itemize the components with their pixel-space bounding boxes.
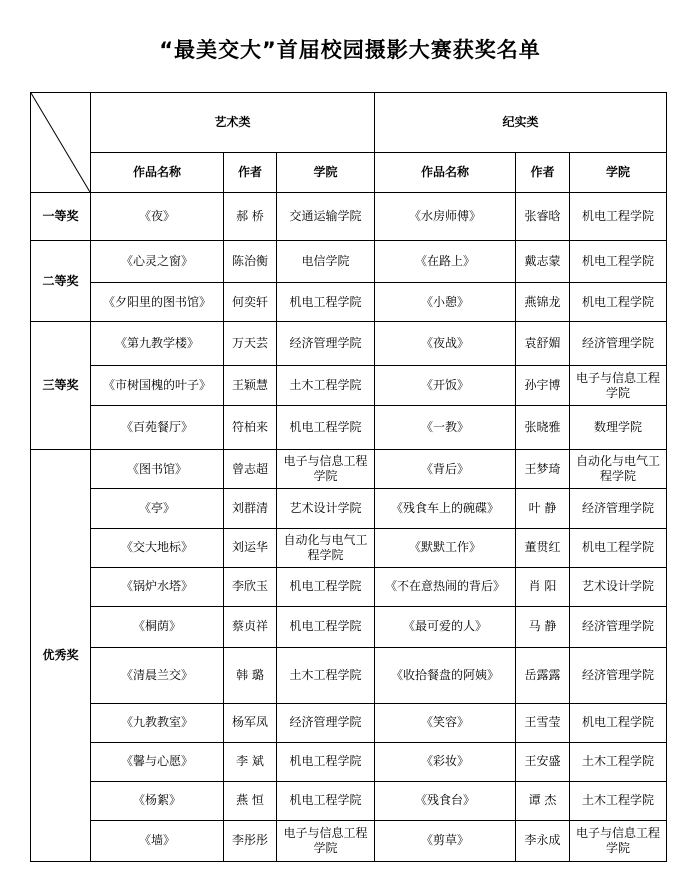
art-college: 经济管理学院 <box>277 703 375 742</box>
doc-college: 机电工程学院 <box>570 193 667 241</box>
doc-college: 土木工程学院 <box>570 781 667 820</box>
doc-work: 《笑容》 <box>375 703 516 742</box>
art-author: 李 斌 <box>224 742 277 781</box>
table-row <box>31 193 667 241</box>
doc-author-header: 作者 <box>516 153 570 193</box>
art-author: 刘运华 <box>224 528 277 567</box>
art-author: 陈治衡 <box>224 241 277 283</box>
doc-college: 经济管理学院 <box>570 322 667 366</box>
art-college-header: 学院 <box>277 153 375 193</box>
page-title: “最美交大”首届校园摄影大赛获奖名单 <box>159 38 541 62</box>
art-work: 《百苑餐厅》 <box>91 406 224 450</box>
doc-college: 经济管理学院 <box>570 489 667 528</box>
doc-work: 《默默工作》 <box>375 528 516 567</box>
doc-work: 《开饭》 <box>375 366 516 406</box>
award-table <box>30 92 667 862</box>
art-college: 土木工程学院 <box>277 647 375 703</box>
doc-author: 叶 静 <box>516 489 570 528</box>
doc-author: 袁舒媚 <box>516 322 570 366</box>
table-row <box>31 366 667 406</box>
table-row <box>31 528 667 567</box>
doc-author: 王安盛 <box>516 742 570 781</box>
art-author: 杨军凤 <box>224 703 277 742</box>
doc-work: 《小憩》 <box>375 283 516 322</box>
art-work: 《第九教学楼》 <box>91 322 224 366</box>
art-work: 《图书馆》 <box>91 450 224 489</box>
table-row <box>31 406 667 450</box>
table-row <box>31 489 667 528</box>
art-author: 李欣玉 <box>224 567 277 606</box>
diagonal-line-icon <box>31 93 90 192</box>
doc-author: 谭 杰 <box>516 781 570 820</box>
art-work: 《心灵之窗》 <box>91 241 224 283</box>
art-college: 经济管理学院 <box>277 322 375 366</box>
category-documentary: 纪实类 <box>375 93 667 153</box>
doc-college: 土木工程学院 <box>570 742 667 781</box>
doc-author: 岳露露 <box>516 647 570 703</box>
art-work-header: 作品名称 <box>91 153 224 193</box>
art-college: 自动化与电气工程学院 <box>277 528 375 567</box>
art-college: 机电工程学院 <box>277 606 375 647</box>
doc-author: 李永成 <box>516 820 570 861</box>
art-work: 《亭》 <box>91 489 224 528</box>
art-work: 《馨与心愿》 <box>91 742 224 781</box>
doc-work-header: 作品名称 <box>375 153 516 193</box>
category-art: 艺术类 <box>91 93 375 153</box>
doc-work: 《彩妆》 <box>375 742 516 781</box>
doc-work: 《水房师傅》 <box>375 193 516 241</box>
doc-work: 《不在意热闹的背后》 <box>375 567 516 606</box>
art-author: 符柏来 <box>224 406 277 450</box>
doc-work: 《收拾餐盘的阿姨》 <box>375 647 516 703</box>
art-author: 郝 桥 <box>224 193 277 241</box>
diagonal-corner-cell <box>31 93 91 193</box>
doc-work: 《背后》 <box>375 450 516 489</box>
art-author: 万天芸 <box>224 322 277 366</box>
art-college: 交通运输学院 <box>277 193 375 241</box>
art-college: 机电工程学院 <box>277 406 375 450</box>
doc-college-header: 学院 <box>570 153 667 193</box>
table-row <box>31 647 667 703</box>
table-row <box>31 742 667 781</box>
art-college: 电信学院 <box>277 241 375 283</box>
doc-college: 机电工程学院 <box>570 528 667 567</box>
doc-work: 《最可爱的人》 <box>375 606 516 647</box>
art-work: 《墙》 <box>91 820 224 861</box>
doc-college: 机电工程学院 <box>570 241 667 283</box>
level-first: 一等奖 <box>31 193 91 241</box>
doc-author: 肖 阳 <box>516 567 570 606</box>
doc-author: 董贯红 <box>516 528 570 567</box>
art-college: 机电工程学院 <box>277 742 375 781</box>
doc-college: 电子与信息工程学院 <box>570 366 667 406</box>
art-work: 《夜》 <box>91 193 224 241</box>
art-college: 机电工程学院 <box>277 283 375 322</box>
doc-author: 戴志蒙 <box>516 241 570 283</box>
doc-college: 机电工程学院 <box>570 283 667 322</box>
doc-author: 张晓雅 <box>516 406 570 450</box>
art-author: 蔡贞祥 <box>224 606 277 647</box>
art-college: 土木工程学院 <box>277 366 375 406</box>
doc-work: 《一教》 <box>375 406 516 450</box>
doc-author: 张睿晗 <box>516 193 570 241</box>
level-second: 二等奖 <box>31 241 91 322</box>
doc-work: 《在路上》 <box>375 241 516 283</box>
table-row <box>31 703 667 742</box>
table-row <box>31 567 667 606</box>
art-work: 《锅炉水塔》 <box>91 567 224 606</box>
art-work: 《交大地标》 <box>91 528 224 567</box>
level-third: 三等奖 <box>31 322 91 450</box>
table-row <box>31 283 667 322</box>
art-author-header: 作者 <box>224 153 277 193</box>
doc-work: 《剪草》 <box>375 820 516 861</box>
doc-college: 数理学院 <box>570 406 667 450</box>
doc-author: 燕锦龙 <box>516 283 570 322</box>
column-header-row <box>31 153 667 193</box>
doc-author: 王梦琦 <box>516 450 570 489</box>
level-excellent: 优秀奖 <box>31 450 91 862</box>
doc-college: 自动化与电气工程学院 <box>570 450 667 489</box>
art-author: 燕 恒 <box>224 781 277 820</box>
art-college: 机电工程学院 <box>277 781 375 820</box>
art-author: 王颖慧 <box>224 366 277 406</box>
doc-college: 经济管理学院 <box>570 647 667 703</box>
doc-work: 《残食车上的碗碟》 <box>375 489 516 528</box>
doc-college: 机电工程学院 <box>570 703 667 742</box>
art-college: 机电工程学院 <box>277 567 375 606</box>
art-work: 《桐荫》 <box>91 606 224 647</box>
doc-work: 《残食台》 <box>375 781 516 820</box>
table-row <box>31 450 667 489</box>
table-row <box>31 606 667 647</box>
art-author: 曾志超 <box>224 450 277 489</box>
doc-college: 经济管理学院 <box>570 606 667 647</box>
art-work: 《清晨兰交》 <box>91 647 224 703</box>
art-work: 《夕阳里的图书馆》 <box>91 283 224 322</box>
doc-college: 电子与信息工程学院 <box>570 820 667 861</box>
table-row <box>31 781 667 820</box>
doc-college: 艺术设计学院 <box>570 567 667 606</box>
table-row <box>31 820 667 861</box>
art-author: 何奕轩 <box>224 283 277 322</box>
art-college: 电子与信息工程学院 <box>277 820 375 861</box>
table-row <box>31 322 667 366</box>
table-row <box>31 241 667 283</box>
art-author: 刘群清 <box>224 489 277 528</box>
category-header-row <box>31 93 667 153</box>
doc-author: 马 静 <box>516 606 570 647</box>
art-college: 艺术设计学院 <box>277 489 375 528</box>
art-author: 韩 璐 <box>224 647 277 703</box>
doc-author: 孙宇博 <box>516 366 570 406</box>
art-college: 电子与信息工程学院 <box>277 450 375 489</box>
doc-author: 王雪莹 <box>516 703 570 742</box>
art-work: 《市树国槐的叶子》 <box>91 366 224 406</box>
art-work: 《九教教室》 <box>91 703 224 742</box>
art-work: 《杨絮》 <box>91 781 224 820</box>
art-author: 李彤彤 <box>224 820 277 861</box>
doc-work: 《夜战》 <box>375 322 516 366</box>
